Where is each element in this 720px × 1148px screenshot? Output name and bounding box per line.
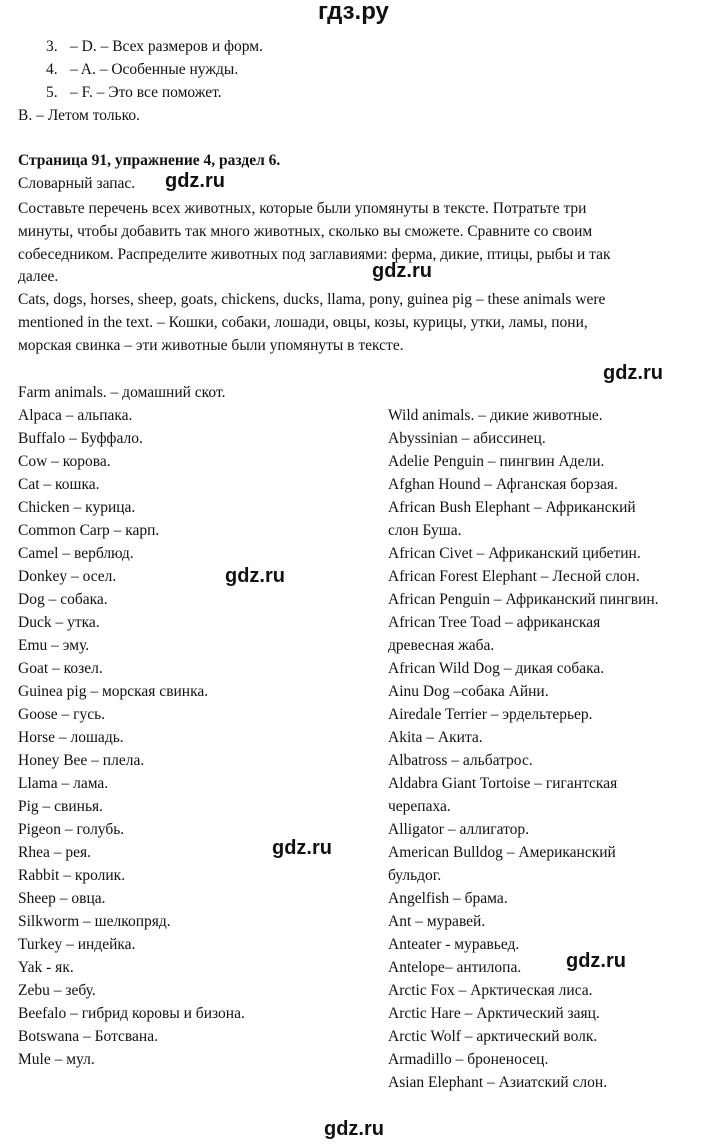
list-item: Alligator – аллигатор. [388,821,530,838]
list-item: Albatross – альбатрос. [388,752,533,769]
list-item: Pigeon – голубь. [18,821,125,838]
watermark-bottom: gdz.ru [324,1118,384,1140]
list-item-number: 4. [46,61,58,78]
list-item: Arctic Hare – Арктический заяц. [388,1005,600,1022]
list-item-text: – A. – Особенные нужды. [70,61,239,78]
list-item: Cow – корова. [18,453,111,470]
answer-line: mentioned in the text. – Кошки, собаки, лошади, овцы, козы, курицы, утки, ламы, пони, [18,313,588,331]
list-item: African Civet – Африканский цибетин. [388,545,641,562]
list-item: Arctic Wolf – арктический волк. [388,1028,598,1045]
list-item: Rabbit – кролик. [18,867,126,884]
farm-title: Farm animals. – домашний скот. [18,384,226,401]
list-item: Horse – лошадь. [18,729,124,746]
list-item: African Wild Dog – дикая собака. [388,660,605,677]
list-item: Guinea pig – морская свинка. [18,683,209,700]
list-item: бульдог. [388,867,442,884]
list-item: Airedale Terrier – эрдельтерьер. [388,706,593,723]
list-item: древесная жаба. [388,637,495,654]
list-item: American Bulldog – Американский [388,844,616,861]
list-item: Rhea – рея. [18,844,91,861]
list-item: Duck – утка. [18,614,100,631]
answer-paragraph [18,289,706,357]
list-item: слон Буша. [388,522,462,539]
list-item: Ainu Dog –собака Айни. [388,683,549,700]
list-item: Cat – кошка. [18,476,100,493]
list-item: Dog – собака. [18,591,108,608]
list-item: Mule – мул. [18,1051,95,1068]
task-line: минуты, чтобы добавить так много животных, сколько вы сможете. Сравните со своим [18,222,593,240]
task-line: собеседником. Распределите животных под заглавиями: ферма, дикие, птицы, рыбы и так [18,245,611,263]
list-item: Chicken – курица. [18,499,136,516]
list-item: African Bush Elephant – Африканский [388,499,636,516]
list-item: Sheep – овца. [18,890,106,907]
list-item: черепаха. [388,798,451,815]
list-item: Aldabra Giant Tortoise – гигантская [388,775,618,792]
list-item: Pig – свинья. [18,798,104,815]
list-item: Adelie Penguin – пингвин Адели. [388,453,605,470]
list-item: Ant – муравей. [388,913,486,930]
list-item: Honey Bee – плела. [18,752,145,769]
task-line: далее. [18,268,59,286]
answer-line: Cats, dogs, horses, sheep, goats, chickens, ducks, llama, pony, guinea pig – these animals were [18,291,606,308]
list-item: Silkworm – шелкопряд. [18,913,171,930]
list-item: Zebu – зебу. [18,982,96,999]
list-item: Beefalo – гибрид коровы и бизона. [18,1005,245,1022]
list-item: African Penguin – Африканский пингвин. [388,591,659,608]
list-item: Goose – гусь. [18,706,106,723]
list-item: Akita – Акита. [388,729,483,746]
list-item: African Forest Elephant – Лесной слон. [388,568,640,585]
answer-b: B. – Летом только. [18,107,140,124]
watermark-4: gdz.ru [225,565,285,587]
list-item-number: 3. [46,38,58,55]
watermark-5: gdz.ru [272,837,332,859]
list-item: Angelfish – брама. [388,890,508,907]
site-watermark-top: гдз.ру [318,0,389,25]
watermark-2: gdz.ru [372,260,432,282]
list-item-text: – F. – Это все поможет. [70,84,222,101]
list-item: Donkey – осел. [18,568,117,585]
exercise-subheading: Словарный запас. [18,175,136,192]
list-item: Antelope– антилопа. [388,959,522,976]
watermark-3: gdz.ru [603,362,663,384]
list-item: Emu – эму. [18,637,90,654]
list-item: Turkey – индейка. [18,936,136,953]
list-item: Common Carp – карп. [18,522,160,539]
list-item: Abyssinian – абиссинец. [388,430,546,447]
list-item: Anteater - муравьед. [388,936,520,953]
list-item: Llama – лама. [18,775,109,792]
task-line: Составьте перечень всех животных, которые были упомянуты в тексте. Потратьте три [18,200,587,217]
list-item: Camel – верблюд. [18,545,134,562]
list-item: Alpaca – альпака. [18,407,133,424]
watermark-1: gdz.ru [165,170,225,192]
list-item: Asian Elephant – Азиатский слон. [388,1074,608,1091]
answer-line: морская свинка – эти животные были упомянуты в тексте. [18,336,404,354]
list-item: Yak - як. [18,959,74,976]
list-item: Afghan Hound – Афганская борзая. [388,476,618,493]
wild-title: Wild animals. – дикие животные. [388,407,603,424]
list-item-text: – D. – Всех размеров и форм. [70,38,263,55]
watermark-6: gdz.ru [566,950,626,972]
list-item: Botswana – Ботсвана. [18,1028,158,1045]
list-item: Arctic Fox – Арктическая лиса. [388,982,593,999]
exercise-heading: Страница 91, упражнение 4, раздел 6. [18,152,281,169]
list-item: Armadillo – броненосец. [388,1051,549,1068]
list-item-number: 5. [46,84,58,101]
task-paragraph [18,198,706,289]
list-item: Goat – козел. [18,660,103,677]
list-item: African Tree Toad – африканская [388,614,601,631]
list-item: Buffalo – Буффало. [18,430,143,447]
